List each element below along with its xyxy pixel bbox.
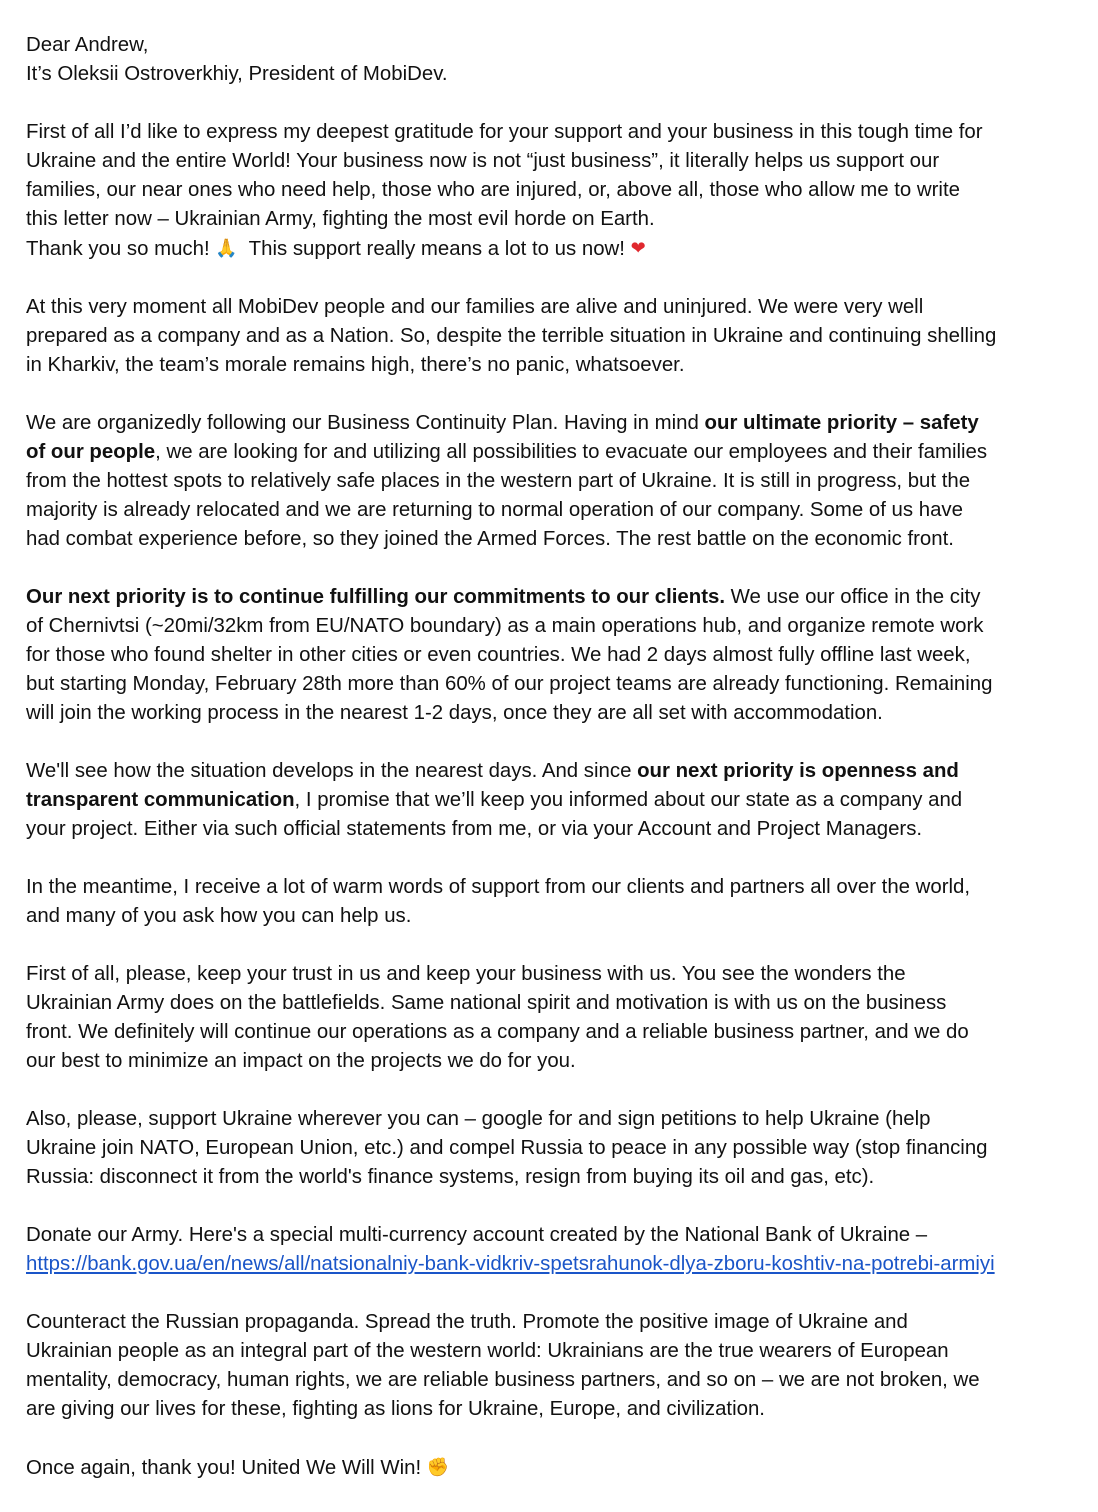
letter-body [26,31,1086,1512]
text-line: Counteract the Russian propaganda. Spread the truth. Promote the positive image of Ukraine and [26,1311,908,1333]
text-segment: , we are looking for and utilizing all possibilities to evacuate our employees and their families [155,441,988,463]
text-line [26,757,1086,786]
support-text: This support really means a lot to us now! [248,238,625,260]
text-line: Donate our Army. Here's a special multi-currency account created by the National Bank of Ukraine – [26,1224,928,1246]
text-line: Russia: disconnect it from the world's finance systems, resign from buying its oil and gas, etc). [26,1166,875,1188]
text-line: families, our near ones who need help, those who are injured, or, above all, those who allow me to write [26,179,960,201]
paragraph-trust [26,960,1086,1076]
text-line: in Kharkiv, the team’s morale remains high, there’s no panic, whatsoever. [26,354,685,376]
bold-text: of our people [26,441,156,463]
text-line: are giving our lives for these, fighting as lions for Ukraine, Europe, and civilization. [26,1398,765,1420]
paragraph-gratitude [26,118,1086,264]
text-line: First of all I’d like to express my deepest gratitude for your support and your business in this tough time for [26,121,983,143]
pray-icon: 🙏 [215,238,238,259]
raised-fist-icon: ✊ [426,1457,450,1478]
text-line: your project. Either via such official statements from me, or via your Account and Project Managers. [26,818,923,840]
text-line: mentality, democracy, human rights, we are reliable business partners, and so on – we are not broken, we [26,1369,980,1391]
thank-you-line [26,234,1086,264]
paragraph-continuity [26,409,1086,554]
text-line [26,1250,1086,1279]
heart-icon: ❤ [630,238,646,259]
text-line: had combat experience before, so they joined the Armed Forces. The rest battle on the economic front. [26,528,954,550]
text-line [26,409,1086,438]
closing-text: Once again, thank you! United We Will Win! [26,1457,422,1479]
text-line [26,786,1086,815]
bold-text: our ultimate priority – safety [704,412,979,434]
text-line: majority is already relocated and we are returning to normal operation of our company. Some of us have [26,499,963,521]
salutation: Dear Andrew, [26,34,149,56]
text-line: but starting Monday, February 28th more than 60% of our project teams are already functioning. Remaining [26,673,993,695]
donation-link[interactable]: https://bank.gov.ua/en/news/all/natsionalniy-bank-vidkriv-spetsrahunok-dlya-zboru-koshtiv-na-potrebi-armiyi [26,1253,995,1275]
paragraph-propaganda [26,1308,1086,1424]
paragraph-petitions [26,1105,1086,1192]
text-line: Ukraine and the entire World! Your business now is not “just business”, it literally helps us support our [26,150,940,172]
paragraph-donate [26,1221,1086,1279]
text-line [26,438,1086,467]
bold-text: our next priority is openness and [637,760,959,782]
thank-you-text: Thank you so much! [26,238,210,260]
bold-text: transparent communication [26,789,295,811]
closing-line [26,1453,1086,1483]
text-line: Ukrainian people as an integral part of the western world: Ukrainians are the true wearers of European [26,1340,949,1362]
closing [26,1453,1086,1483]
text-line: Ukrainian Army does on the battlefields. Same national spirit and motivation is with us on the business [26,992,947,1014]
text-line: In the meantime, I receive a lot of warm words of support from our clients and partners all over the world, [26,876,971,898]
text-line: front. We definitely will continue our operations as a company and a reliable business partner, and we do [26,1021,969,1043]
text-line: this letter now – Ukrainian Army, fighting the most evil horde on Earth. [26,208,655,230]
sender-intro: It’s Oleksii Ostroverkhiy, President of MobiDev. [26,63,448,85]
text-line: prepared as a company and as a Nation. So, despite the terrible situation in Ukraine and continuing shelling [26,325,997,347]
text-line: Also, please, support Ukraine wherever you can – google for and sign petitions to help Ukraine (help [26,1108,931,1130]
greeting [26,31,1086,89]
text-line: from the hottest spots to relatively safe places in the western part of Ukraine. It is still in progress, but the [26,470,971,492]
text-line: First of all, please, keep your trust in us and keep your business with us. You see the wonders the [26,963,906,985]
text-segment: We use our office in the city [725,586,981,608]
text-segment: , I promise that we’ll keep you informed about our state as a company and [294,789,963,811]
paragraph-commitments [26,583,1086,728]
text-line: of Chernivtsi (~20mi/32km from EU/NATO boundary) as a main operations hub, and organize remote work [26,615,984,637]
text-line: for those who found shelter in other cities or even countries. We had 2 days almost fully offline last week, [26,644,971,666]
text-line: Ukraine join NATO, European Union, etc.) and compel Russia to peace in any possible way (stop financing [26,1137,988,1159]
text-line: and many of you ask how you can help us. [26,905,412,927]
text-segment: We are organizedly following our Business Continuity Plan. Having in mind [26,412,705,434]
paragraph-communication [26,757,1086,844]
text-line: our best to minimize an impact on the projects we do for you. [26,1050,576,1072]
text-line: At this very moment all MobiDev people and our families are alive and uninjured. We were very well [26,296,924,318]
text-line: will join the working process in the nearest 1-2 days, once they are all set with accommodation. [26,702,883,724]
text-segment: We'll see how the situation develops in the nearest days. And since [26,760,638,782]
text-line [26,583,1086,612]
paragraph-support-words [26,873,1086,931]
bold-text: Our next priority is to continue fulfilling our commitments to our clients. [26,586,725,608]
paragraph-status [26,293,1086,380]
